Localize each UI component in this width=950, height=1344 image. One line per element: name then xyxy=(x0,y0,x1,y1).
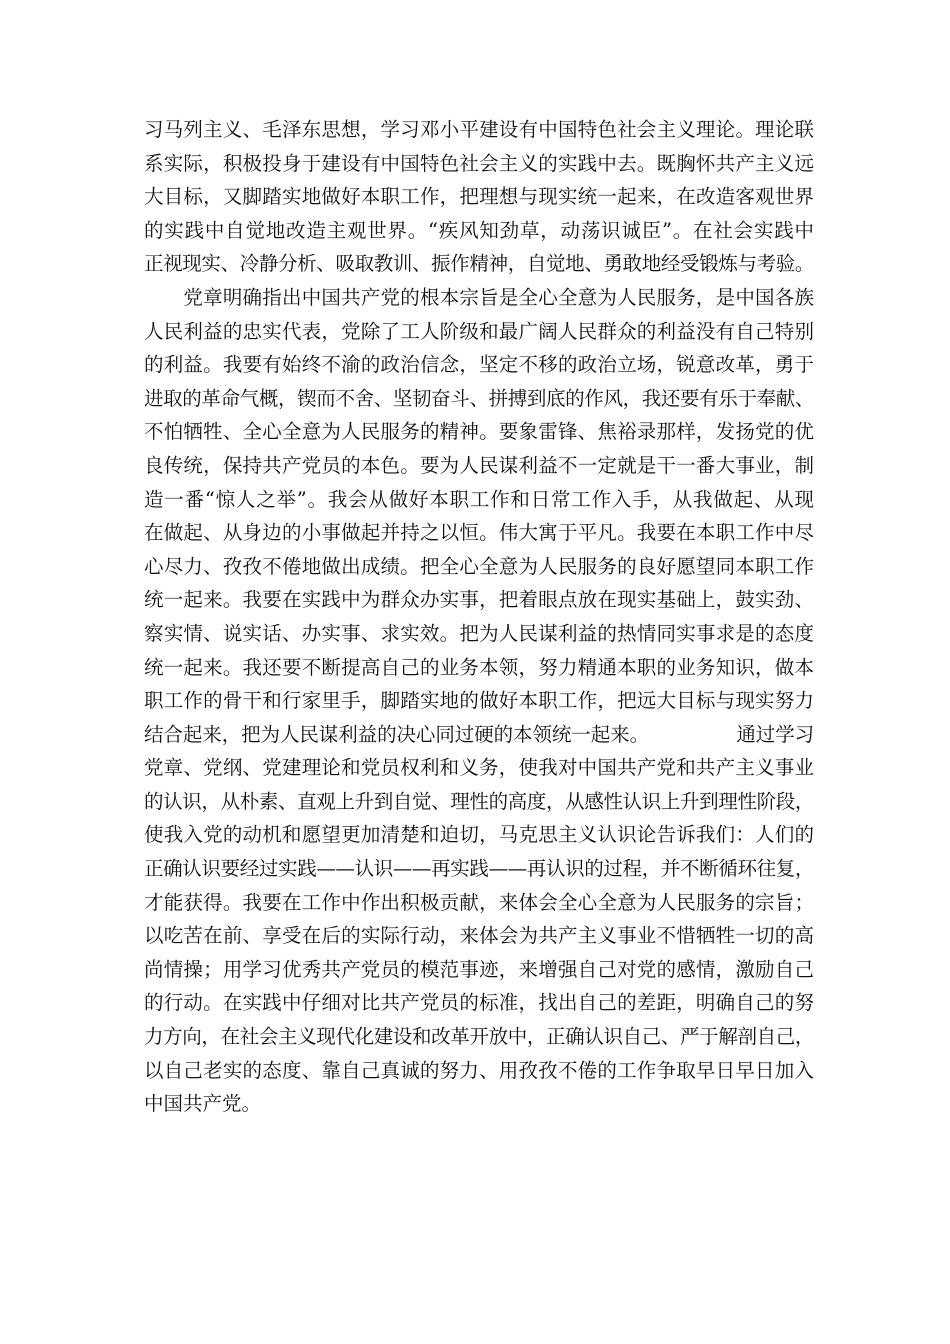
text-line: 正视现实、冷静分析、吸取教训、振作精神，自觉地、勇敢地经受锻炼与考验。 xyxy=(144,252,814,276)
text-line: 的认识，从朴素、直观上升到自觉、理性的高度，从感性认识上升到理性阶段， xyxy=(144,789,814,813)
text-line: 系实际，积极投身于建设有中国特色社会主义的实践中去。既胸怀共产主义远 xyxy=(144,151,814,175)
text-line: 察实情、说实话、办实事、求实效。把为人民谋利益的热情同实事求是的态度 xyxy=(144,621,814,645)
text-line: 的行动。在实践中仔细对比共产党员的标准，找出自己的差距，明确自己的努 xyxy=(144,991,814,1015)
text-line: 使我入党的动机和愿望更加清楚和迫切，马克思主义认识论告诉我们：人们的 xyxy=(144,823,814,847)
text-line: 正确认识要经过实践——认识——再实践——再认识的过程，并不断循环往复， xyxy=(144,857,814,881)
text-line: 尚情操；用学习优秀共产党员的模范事迹，来增强自己对党的感情，激励自己 xyxy=(144,957,814,981)
text-line: 才能获得。我要在工作中作出积极贡献，来体会全心全意为人民服务的宗旨； xyxy=(144,890,814,914)
text-line: 良传统，保持共产党员的本色。要为人民谋利益不一定就是干一番大事业，制 xyxy=(144,453,814,477)
text-line: 中国共产党。 xyxy=(144,1092,262,1116)
text-line: 职工作的骨干和行家里手，脚踏实地的做好本职工作，把远大目标与现实努力 xyxy=(144,689,814,713)
text-line: 的实践中自觉地改造主观世界。“疾风知劲草，动荡识诚臣”。在社会实践中 xyxy=(144,218,814,242)
text-line: 在做起、从身边的小事做起并持之以恒。伟大寓于平凡。我要在本职工作中尽 xyxy=(144,521,814,545)
text-line: 力方向，在社会主义现代化建设和改革开放中，正确认识自己、严于解剖自己， xyxy=(144,1025,814,1049)
text-line: 造一番“惊人之举”。我会从做好本职工作和日常工作入手，从我做起、从现 xyxy=(144,487,814,511)
text-line: 统一起来。我要在实践中为群众办实事，把着眼点放在现实基础上，鼓实劲、 xyxy=(144,588,814,612)
text-line: 进取的革命气概，锲而不舍、坚韧奋斗、拼搏到底的作风，我还要有乐于奉献、 xyxy=(144,386,814,410)
text-line: 不怕牺牲、全心全意为人民服务的精神。要象雷锋、焦裕录那样，发扬党的优 xyxy=(144,420,814,444)
text-line: 党章明确指出中国共产党的根本宗旨是全心全意为人民服务，是中国各族 xyxy=(144,285,814,309)
text-line: 心尽力、孜孜不倦地做出成绩。把全心全意为人民服务的良好愿望同本职工作 xyxy=(144,554,814,578)
body-text xyxy=(144,113,814,1121)
text-line: 统一起来。我还要不断提高自己的业务本领，努力精通本职的业务知识，做本 xyxy=(144,655,814,679)
text-line: 以吃苦在前、享受在后的实际行动，来体会为共产主义事业不惜牺牲一切的高 xyxy=(144,924,814,948)
text-line: 以自己老实的态度、靠自己真诚的努力、用孜孜不倦的工作争取早日早日加入 xyxy=(144,1058,814,1082)
text-line: 结合起来，把为人民谋利益的决心同过硬的本领统一起来。 通过学习 xyxy=(144,722,814,746)
text-line: 的利益。我要有始终不渝的政治信念，坚定不移的政治立场，锐意改革，勇于 xyxy=(144,353,814,377)
text-line: 党章、党纲、党建理论和党员权利和义务，使我对中国共产党和共产主义事业 xyxy=(144,756,814,780)
text-line: 人民利益的忠实代表，党除了工人阶级和最广阔人民群众的利益没有自己特别 xyxy=(144,319,814,343)
text-line: 大目标，又脚踏实地做好本职工作，把理想与现实统一起来，在改造客观世界 xyxy=(144,185,814,209)
text-line: 习马列主义、毛泽东思想，学习邓小平建设有中国特色社会主义理论。理论联 xyxy=(144,118,814,141)
